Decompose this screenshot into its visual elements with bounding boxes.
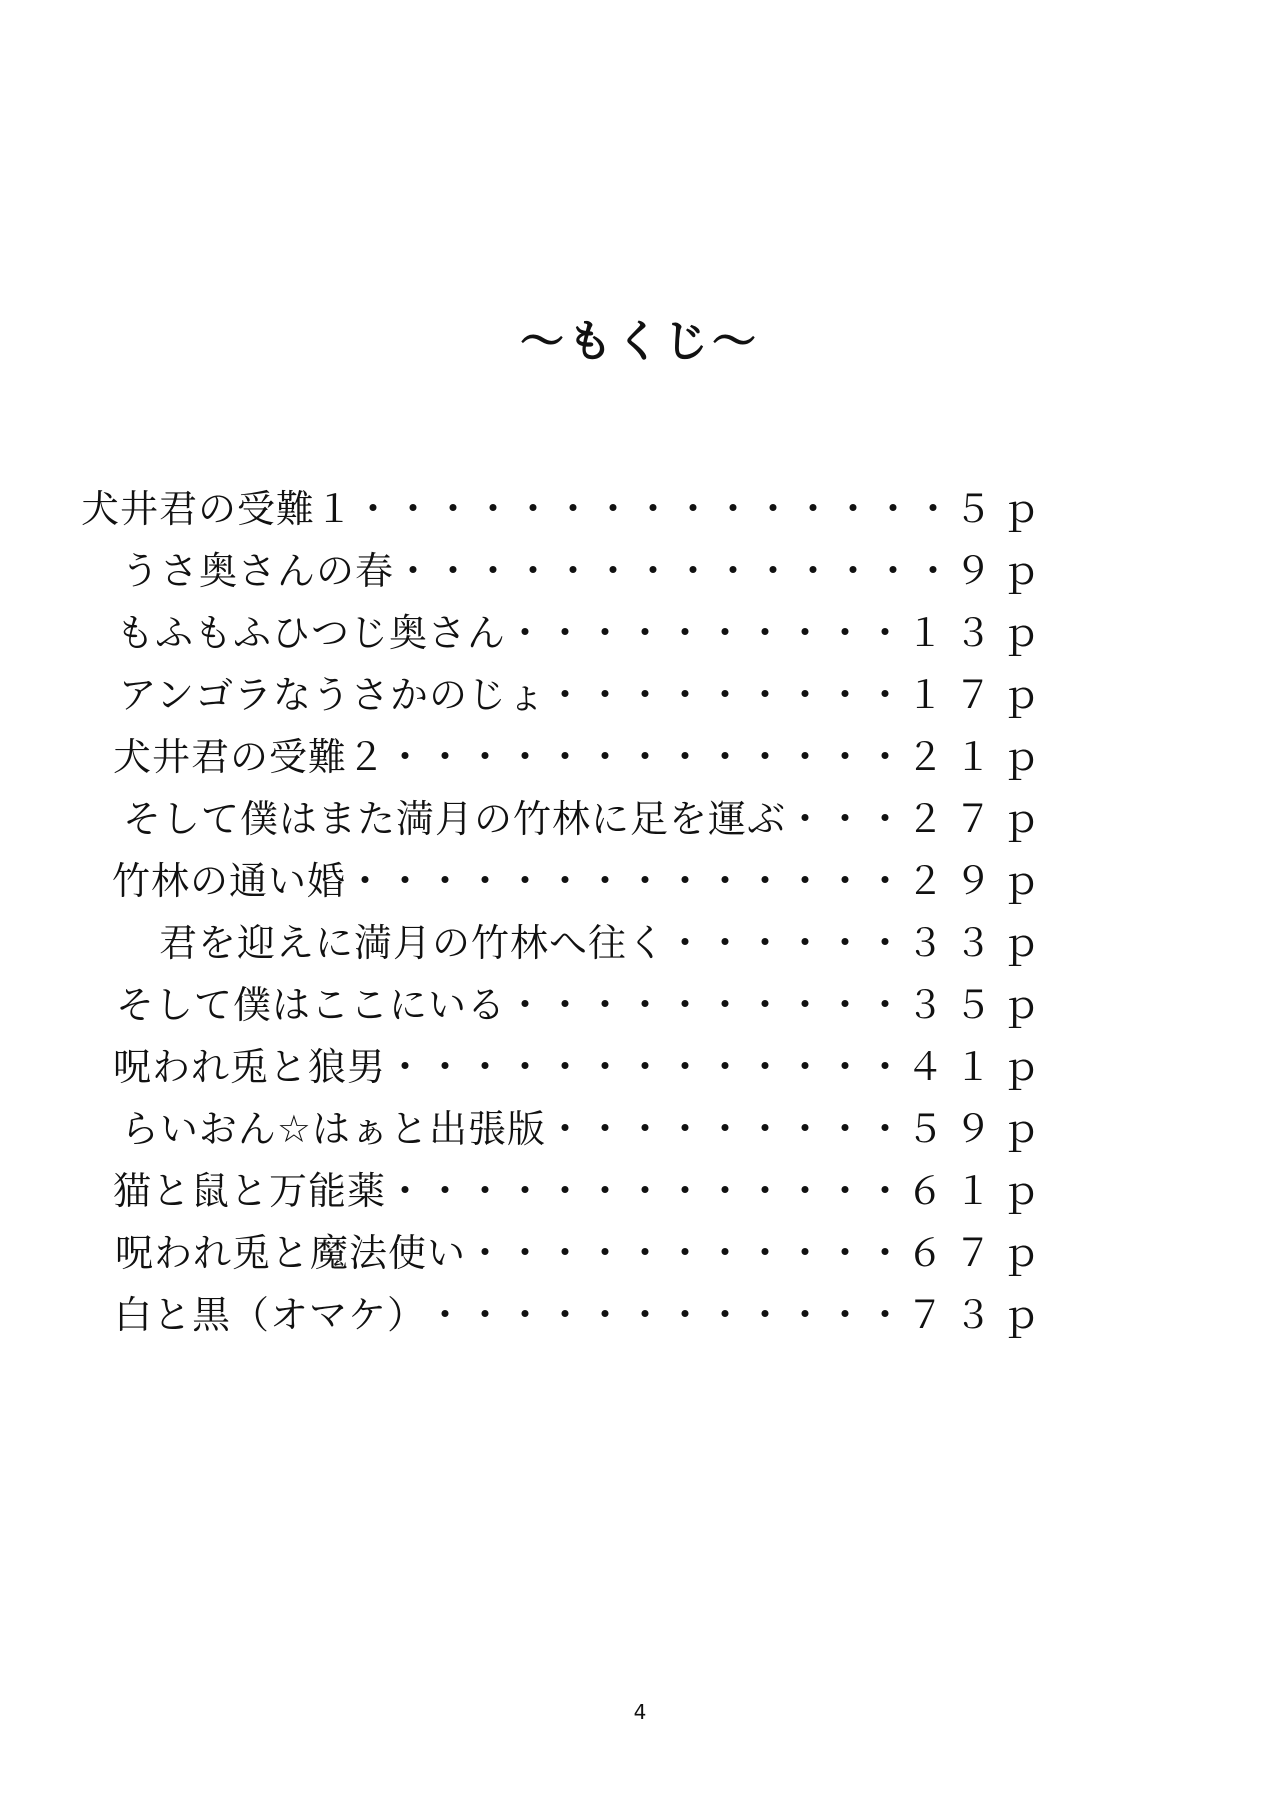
toc-entry-leader: ・・・・・・・・・: [545, 673, 906, 717]
toc-entry-page: ５ｐ: [953, 487, 1050, 531]
toc-entry-title: そして僕はまた満月の竹林に足を運ぶ: [122, 797, 786, 841]
toc-entry-title: うさ奥さんの春: [120, 549, 394, 593]
toc-entry: [40, 478, 1050, 540]
toc-entry: [40, 1036, 1050, 1098]
toc-entry-page: ６１ｐ: [905, 1169, 1050, 1213]
toc-entry-title: 犬井君の受難２: [112, 735, 386, 779]
toc-entry-page: ２１ｐ: [905, 735, 1050, 779]
toc-entry-page: ２７ｐ: [905, 797, 1050, 841]
toc-entry-leader: ・・・・・・・・・・・・・: [385, 735, 906, 779]
toc-entry: [40, 1284, 1050, 1346]
toc-entry-page: ３３ｐ: [905, 921, 1050, 965]
toc-entry-page: ２９ｐ: [905, 859, 1050, 903]
toc-entry-page: ３５ｐ: [905, 983, 1050, 1027]
toc-entry-leader: ・・・・・・・・・・: [505, 983, 906, 1027]
toc-entry-page: ９ｐ: [953, 549, 1050, 593]
toc-entry-title: 猫と鼠と万能薬: [112, 1169, 386, 1213]
toc-entry-leader: ・・・・・・・・・・・・・・・: [353, 487, 954, 531]
toc-entry-title: そして僕はここにいる: [115, 983, 506, 1027]
toc-entry-page: ５９ｐ: [905, 1107, 1050, 1151]
toc-entry: [40, 974, 1050, 1036]
toc-entry: [40, 602, 1050, 664]
toc-entry-title: 竹林の通い婚: [111, 859, 346, 903]
toc-entry-page: ７３ｐ: [905, 1293, 1050, 1337]
toc-entry-title: 呪われ兎と魔法使い: [114, 1231, 466, 1275]
toc-entry-leader: ・・・・・・・・・・・: [465, 1231, 906, 1275]
toc-entry-leader: ・・・・・・・・・: [545, 1107, 906, 1151]
toc-entry: [40, 1160, 1050, 1222]
toc-entry-page: １７ｐ: [905, 673, 1050, 717]
toc-entry-leader: ・・・・・・・・・・・・・・: [393, 549, 954, 593]
toc-entry-title: 君を迎えに満月の竹林へ往く: [158, 921, 666, 965]
toc-entry-title: らいおん☆はぁと出張版: [120, 1107, 546, 1151]
toc-entry: [40, 912, 1050, 974]
toc-entry-title: 白と黒（オマケ）: [113, 1293, 426, 1337]
toc-entry-title: 犬井君の受難１: [80, 487, 354, 531]
toc-entry: [40, 540, 1050, 602]
toc-entry-title: 呪われ兎と狼男: [112, 1045, 386, 1089]
toc-entry: [40, 726, 1050, 788]
toc-entry-page: ６７ｐ: [905, 1231, 1050, 1275]
toc-entry-title: もふもふひつじ奥さん: [115, 611, 506, 655]
page-number: 4: [633, 1700, 647, 1724]
toc-entry-leader: ・・・・・・・・・・・・・: [385, 1045, 906, 1089]
toc-entry: [40, 1098, 1050, 1160]
toc-entry: [40, 664, 1050, 726]
page-title: ～もくじ～: [520, 316, 760, 367]
table-of-contents: [40, 478, 1050, 1346]
toc-entry-leader: ・・・・・・・・・・・・: [425, 1293, 906, 1337]
toc-entry-leader: ・・・・・・・・・・・・・: [385, 1169, 906, 1213]
toc-entry-leader: ・・・: [785, 797, 906, 841]
toc-entry-leader: ・・・・・・・・・・: [505, 611, 906, 655]
toc-entry-page: １３ｐ: [905, 611, 1050, 655]
toc-entry: [40, 788, 1050, 850]
toc-entry: [40, 850, 1050, 912]
toc-entry-leader: ・・・・・・・・・・・・・・: [345, 859, 906, 903]
toc-entry-leader: ・・・・・・: [665, 921, 906, 965]
toc-entry: [40, 1222, 1050, 1284]
toc-entry-title: アンゴラなうさかのじょ: [118, 673, 546, 717]
toc-entry-page: ４１ｐ: [905, 1045, 1050, 1089]
